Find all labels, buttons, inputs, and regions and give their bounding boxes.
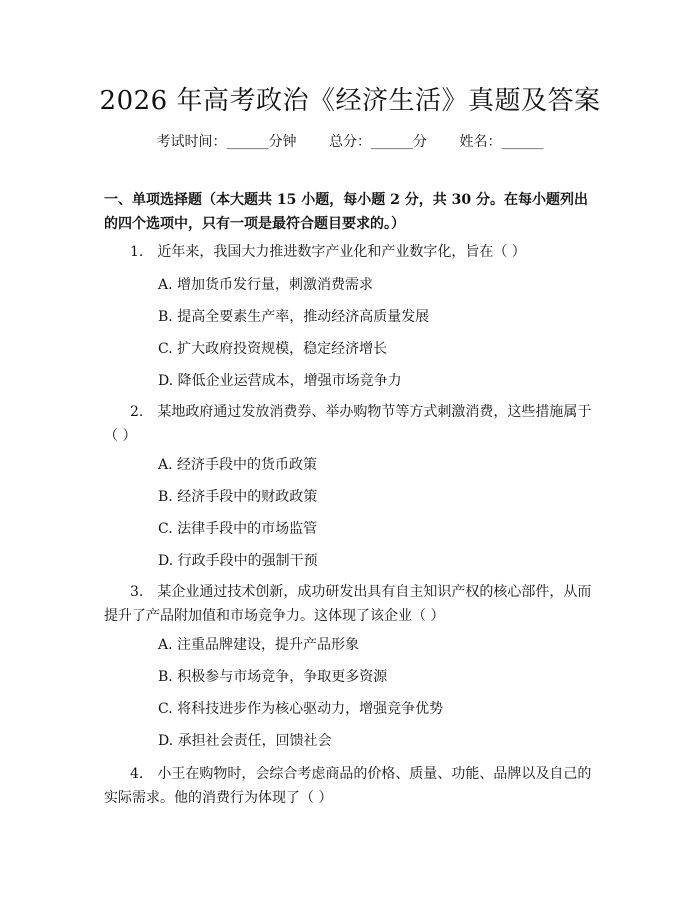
question-stem: 4. 小王在购物时，会综合考虑商品的价格、质量、功能、品牌以及自己的实际需求。他的消费行为体现了（ ） xyxy=(104,766,592,806)
question-option: A. 注重品牌建设，提升产品形象 xyxy=(158,637,360,653)
question-stem: 1. 近年来，我国大力推进数字产业化和产业数字化，旨在（ ） xyxy=(130,244,526,260)
question-option: C. 法律手段中的市场监管 xyxy=(158,521,318,537)
exam-meta xyxy=(0,131,700,151)
question-option: D. 行政手段中的强制干预 xyxy=(158,553,318,569)
exam-time-field: 考试时间：______分钟 xyxy=(156,134,297,150)
question-option: B. 提高全要素生产率，推动经济高质量发展 xyxy=(158,309,430,325)
total-score-field: 总分：______分 xyxy=(329,134,427,150)
page-title: 2026 年高考政治《经济生活》真题及答案 xyxy=(99,86,601,116)
question-option: A. 经济手段中的货币政策 xyxy=(158,457,318,473)
section-heading: 一、单项选择题（本大题共 15 小题，每小题 2 分，共 30 分。在每小题列出的四个选项中，只有一项是最符合题目要求的。） xyxy=(104,192,588,232)
question-option: B. 积极参与市场竞争，争取更多资源 xyxy=(158,669,388,685)
question-stem: 2. 某地政府通过发放消费券、举办购物节等方式刺激消费，这些措施属于（ ） xyxy=(104,404,592,444)
question-stem: 3. 某企业通过技术创新，成功研发出具有自主知识产权的核心部件，从而提升了产品附加值和市场竞争力。这体现了该企业（ ） xyxy=(104,584,592,624)
question-option: B. 经济手段中的财政政策 xyxy=(158,489,318,505)
question-option: C. 将科技进步作为核心驱动力，增强竞争优势 xyxy=(158,701,444,717)
question-option: A. 增加货币发行量，刺激消费需求 xyxy=(158,277,374,293)
student-name-field: 姓名：______ xyxy=(459,134,544,150)
question-option: D. 降低企业运营成本，增强市场竞争力 xyxy=(158,373,402,389)
question-option: D. 承担社会责任，回馈社会 xyxy=(158,733,332,749)
question-option: C. 扩大政府投资规模，稳定经济增长 xyxy=(158,341,388,357)
